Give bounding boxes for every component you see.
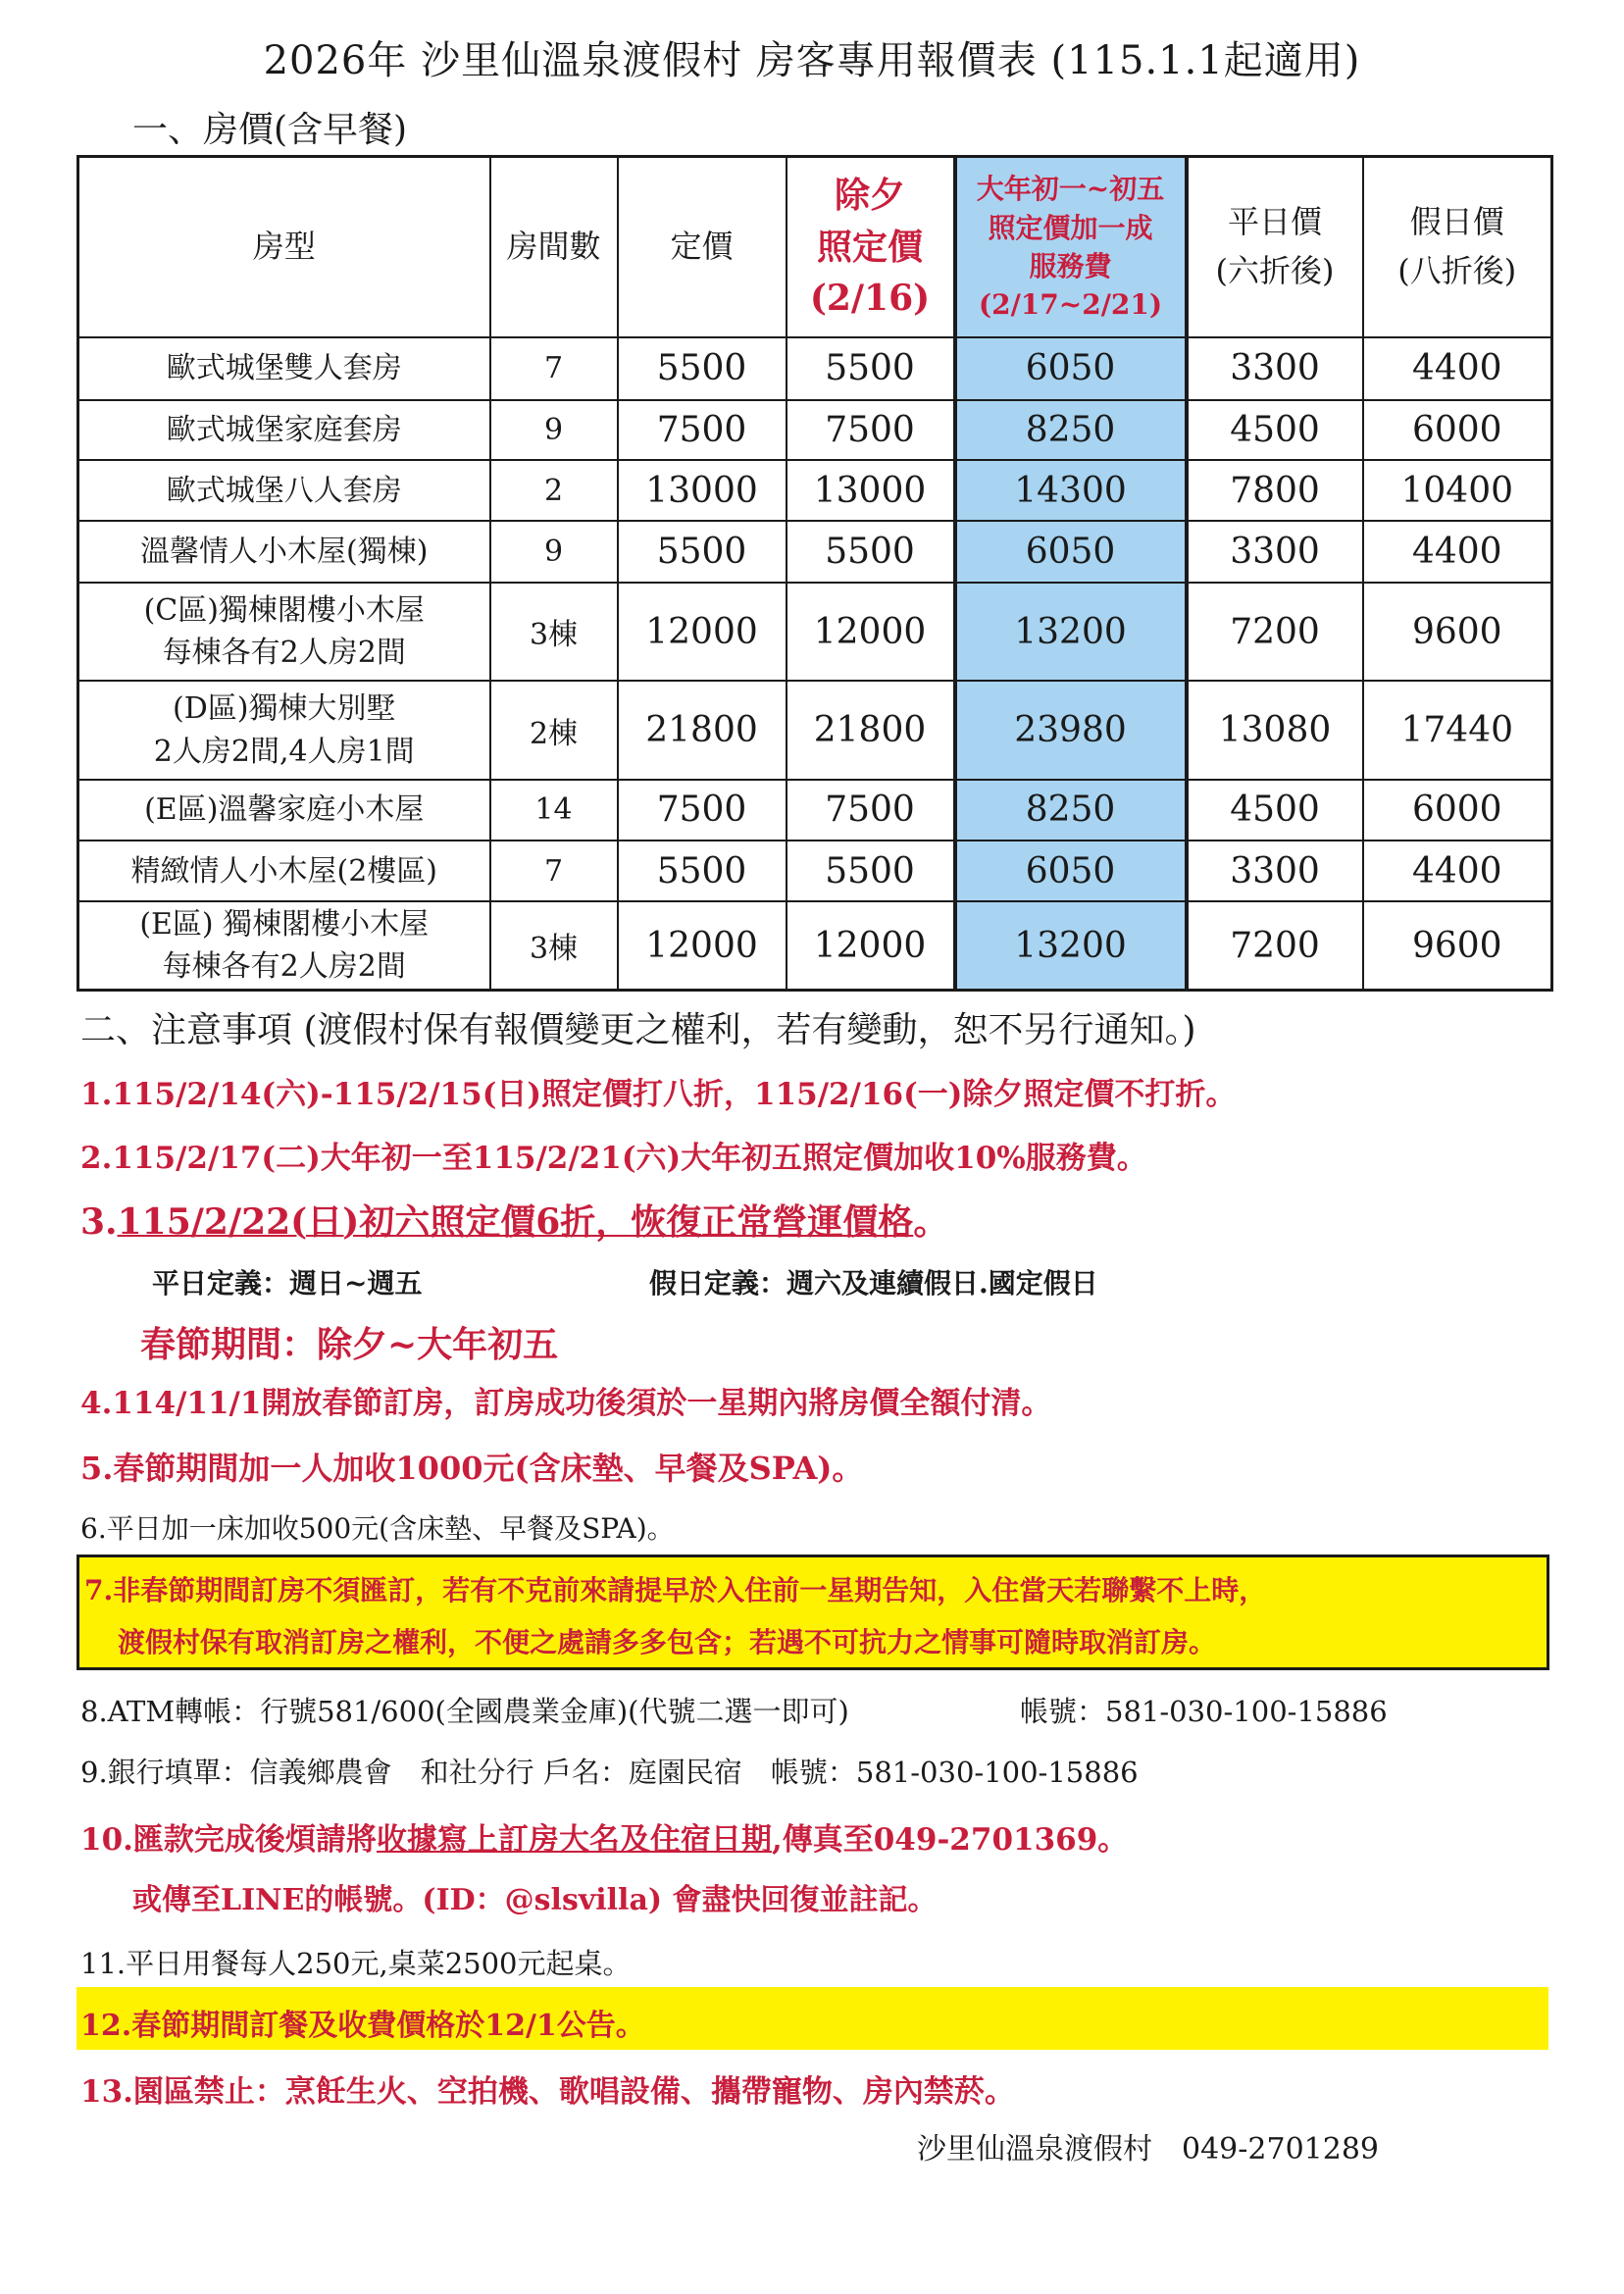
cell-list-price: 12000 xyxy=(618,583,787,682)
note-5: 5.春節期間加一人加收1000元(含床墊、早餐及SPA)。 xyxy=(80,1450,864,1487)
note-2: 2.115/2/17(二)大年初一至115/2/21(六)大年初五照定價加收10%服務費。 xyxy=(80,1141,1147,1176)
table-row xyxy=(78,841,1552,901)
table-row xyxy=(78,901,1552,990)
cell-weekday-price: 7200 xyxy=(1187,901,1363,990)
note-6: 6.平日加一床加收500元(含床墊、早餐及SPA)。 xyxy=(80,1512,675,1545)
note-7-line-2: 渡假村保有取消訂房之權利，不便之處請多多包含；若遇不可抗力之情事可隨時取消訂房。 xyxy=(118,1626,1217,1658)
table-row xyxy=(78,583,1552,682)
cell-cny-price: 14300 xyxy=(955,460,1187,521)
cell-room-type: 歐式城堡家庭套房 xyxy=(78,400,490,460)
cell-rooms: 7 xyxy=(490,841,618,901)
weekday-definition: 平日定義：週日~週五 xyxy=(152,1267,423,1300)
cell-eve-price: 12000 xyxy=(787,583,955,682)
cell-holiday-price: 6000 xyxy=(1363,400,1552,460)
table-header-row xyxy=(78,157,1552,337)
note-1: 1.115/2/14(六)-115/2/15(日)照定價打八折，115/2/16(一)除夕照定價不打折。 xyxy=(80,1077,1237,1112)
cell-holiday-price: 6000 xyxy=(1363,780,1552,841)
note-4: 4.114/11/1開放春節訂房，訂房成功後須於一星期內將房價全額付清。 xyxy=(80,1386,1052,1421)
note-3-number: 3. xyxy=(80,1201,118,1243)
header-cny-price: 大年初一~初五 照定價加一成 服務費 (2/17~2/21) xyxy=(955,157,1187,337)
cell-list-price: 13000 xyxy=(618,460,787,521)
note-7-line-1: 7.非春節期間訂房不須匯訂，若有不克前來請提早於入住前一星期告知，入住當天若聯繫不上時， xyxy=(84,1574,1267,1606)
cell-cny-price: 23980 xyxy=(955,681,1187,780)
note-3-end: 。 xyxy=(913,1201,949,1243)
cell-rooms: 2 xyxy=(490,460,618,521)
table-row xyxy=(78,400,1552,460)
cell-weekday-price: 3300 xyxy=(1187,337,1363,400)
cell-holiday-price: 4400 xyxy=(1363,841,1552,901)
cell-eve-price: 21800 xyxy=(787,681,955,780)
note-13: 13.園區禁止：烹飪生火、空拍機、歌唱設備、攜帶寵物、房內禁菸。 xyxy=(80,2074,1015,2110)
cell-room-type: 溫馨情人小木屋(獨棟) xyxy=(78,521,490,582)
cell-holiday-price: 9600 xyxy=(1363,901,1552,990)
cell-room-type: (E區)溫馨家庭小木屋 xyxy=(78,780,490,841)
cell-rooms: 7 xyxy=(490,337,618,400)
cell-holiday-price: 9600 xyxy=(1363,583,1552,682)
cell-list-price: 21800 xyxy=(618,681,787,780)
header-list-price: 定價 xyxy=(618,157,787,337)
rate-table xyxy=(76,155,1553,992)
cell-weekday-price: 4500 xyxy=(1187,400,1363,460)
cell-eve-price: 7500 xyxy=(787,780,955,841)
cell-weekday-price: 7200 xyxy=(1187,583,1363,682)
section-heading-notes: 二、注意事項 (渡假村保有報價變更之權利，若有變動，恕不另行通知。) xyxy=(80,1010,1196,1050)
cell-list-price: 12000 xyxy=(618,901,787,990)
note-10-line-2: 或傳至LINE的帳號。(ID：@slsvilla) 會盡快回復並註記。 xyxy=(132,1883,938,1917)
note-9: 9.銀行填單：信義鄉農會 和社分行 戶名：庭園民宿 帳號：581-030-100-15886 xyxy=(80,1756,1139,1789)
cell-rooms: 3棟 xyxy=(490,901,618,990)
note-3-text: 115/2/22(日)初六照定價6折，恢復正常營運價格 xyxy=(117,1201,914,1243)
cell-weekday-price: 7800 xyxy=(1187,460,1363,521)
cell-eve-price: 13000 xyxy=(787,460,955,521)
cell-rooms: 2棟 xyxy=(490,681,618,780)
cell-list-price: 5500 xyxy=(618,841,787,901)
cell-holiday-price: 4400 xyxy=(1363,521,1552,582)
table-row xyxy=(78,681,1552,780)
cell-cny-price: 8250 xyxy=(955,400,1187,460)
header-holiday-price: 假日價 (八折後) xyxy=(1363,157,1552,337)
section-heading-rates: 一、房價(含早餐) xyxy=(132,110,408,150)
cell-rooms: 9 xyxy=(490,400,618,460)
note-8-account: 帳號：581-030-100-15886 xyxy=(1020,1695,1388,1728)
header-room-type: 房型 xyxy=(78,157,490,337)
cell-room-type: 歐式城堡八人套房 xyxy=(78,460,490,521)
page-title: 2026年 沙里仙溫泉渡假村 房客專用報價表 (115.1.1起適用) xyxy=(263,38,1361,83)
cell-rooms: 9 xyxy=(490,521,618,582)
cell-rooms: 14 xyxy=(490,780,618,841)
cell-weekday-price: 3300 xyxy=(1187,521,1363,582)
cell-cny-price: 6050 xyxy=(955,841,1187,901)
cell-eve-price: 5500 xyxy=(787,841,955,901)
note-10: 10.匯款完成後煩請將收據寫上訂房大名及住宿日期,傳真至049-2701369。 xyxy=(80,1822,1129,1858)
note-12: 12.春節期間訂餐及收費價格於12/1公告。 xyxy=(80,2009,645,2043)
cell-room-type: (D區)獨棟大別墅 2人房2間,4人房1間 xyxy=(78,681,490,780)
cell-weekday-price: 4500 xyxy=(1187,780,1363,841)
cell-holiday-price: 4400 xyxy=(1363,337,1552,400)
cell-eve-price: 12000 xyxy=(787,901,955,990)
note-8: 8.ATM轉帳：行號581/600(全國農業金庫)(代號二選一即可) xyxy=(80,1695,849,1728)
cell-room-type: 精緻情人小木屋(2樓區) xyxy=(78,841,490,901)
cell-eve-price: 7500 xyxy=(787,400,955,460)
cell-room-type: (E區) 獨棟閣樓小木屋 每棟各有2人房2間 xyxy=(78,901,490,990)
header-weekday-price: 平日價 (六折後) xyxy=(1187,157,1363,337)
spring-festival-period: 春節期間：除夕~大年初五 xyxy=(140,1324,559,1365)
cell-weekday-price: 3300 xyxy=(1187,841,1363,901)
note-11: 11.平日用餐每人250元,桌菜2500元起桌。 xyxy=(80,1947,632,1980)
cell-cny-price: 6050 xyxy=(955,521,1187,582)
table-row xyxy=(78,337,1552,400)
cell-eve-price: 5500 xyxy=(787,521,955,582)
table-row xyxy=(78,780,1552,841)
cell-weekday-price: 13080 xyxy=(1187,681,1363,780)
cell-room-type: 歐式城堡雙人套房 xyxy=(78,337,490,400)
cell-cny-price: 6050 xyxy=(955,337,1187,400)
cell-holiday-price: 10400 xyxy=(1363,460,1552,521)
cell-rooms: 3棟 xyxy=(490,583,618,682)
cell-list-price: 7500 xyxy=(618,400,787,460)
cell-eve-price: 5500 xyxy=(787,337,955,400)
note-10-underlined: 收據寫上訂房大名及住宿日期 xyxy=(376,1822,772,1858)
cell-list-price: 5500 xyxy=(618,521,787,582)
table-row xyxy=(78,460,1552,521)
table-row xyxy=(78,521,1552,582)
cell-cny-price: 8250 xyxy=(955,780,1187,841)
cell-holiday-price: 17440 xyxy=(1363,681,1552,780)
holiday-definition: 假日定義：週六及連續假日.國定假日 xyxy=(649,1267,1098,1300)
note-3 xyxy=(80,1195,948,1245)
header-rooms: 房間數 xyxy=(490,157,618,337)
cell-cny-price: 13200 xyxy=(955,901,1187,990)
cell-list-price: 5500 xyxy=(618,337,787,400)
header-eve-price: 除夕 照定價 (2/16) xyxy=(787,157,955,337)
footer-contact: 沙里仙溫泉渡假村 049-2701289 xyxy=(917,2132,1380,2167)
cell-list-price: 7500 xyxy=(618,780,787,841)
cell-cny-price: 13200 xyxy=(955,583,1187,682)
cell-room-type: (C區)獨棟閣樓小木屋 每棟各有2人房2間 xyxy=(78,583,490,682)
